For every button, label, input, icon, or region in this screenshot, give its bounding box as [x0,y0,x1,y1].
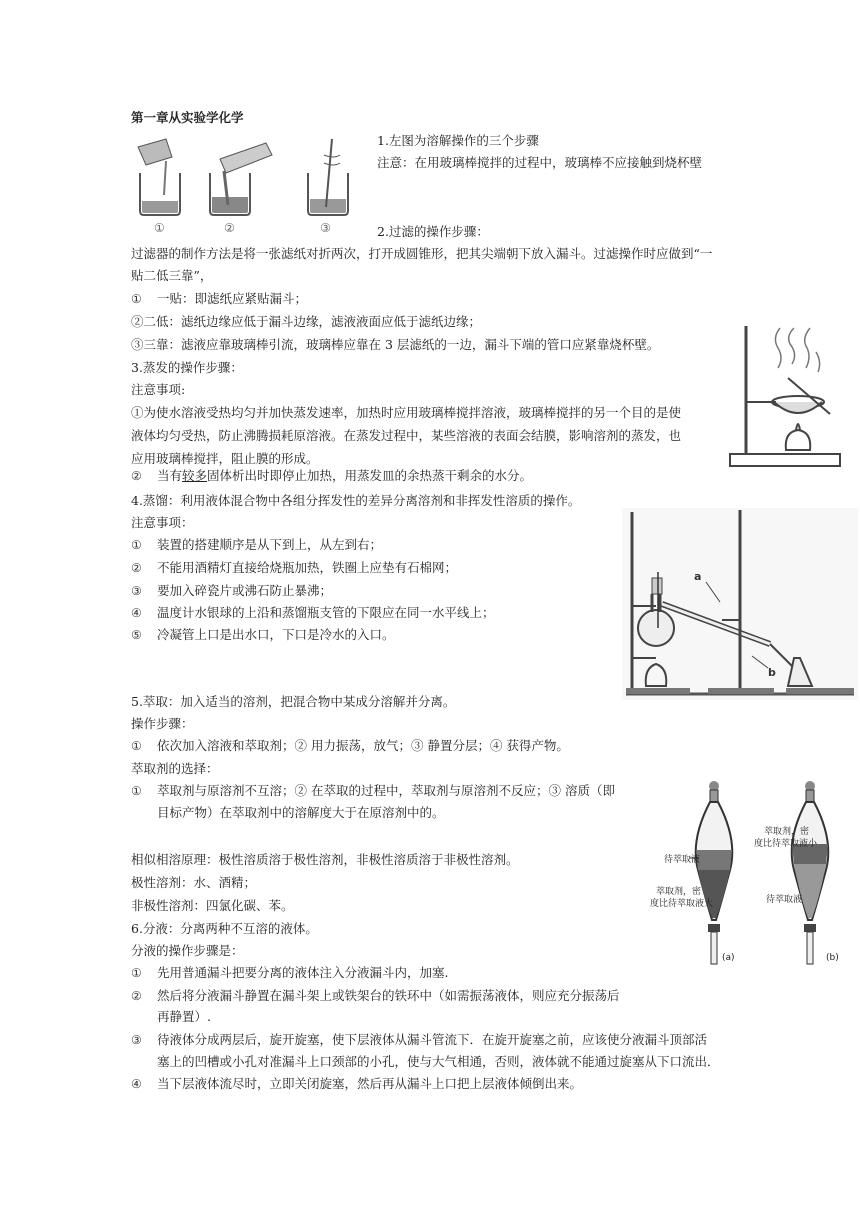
extract-steps-number: ① [131,739,142,753]
right-funnel-top-label2: 度比待萃取液小 [754,839,818,849]
distill-item4-number: ④ [131,606,142,620]
separate-steps-label: 分液的操作步骤是： [131,943,244,958]
step-label-2: ② [224,221,235,235]
filter-item1-number: ① [131,292,142,306]
evaporate-item2-pre: 当有 [157,468,183,483]
left-funnel-caption: (a) [722,953,735,963]
distill-item1: 装置的搭建顺序是从下到上，从左到右； [157,537,383,552]
right-funnel-caption: (b) [826,953,839,963]
filter-item3: ③三靠：滤液应靠玻璃棒引流，玻璃棒应靠在 3 层滤纸的一边，漏斗下端的管口应紧靠烧杯壁。 [131,337,660,352]
evaporate-item2 [157,468,532,484]
distillation-figure [622,508,858,700]
dissolve-note: 注意：在用玻璃棒搅拌的过程中，玻璃棒不应接触到烧杯壁 [377,155,703,170]
right-funnel-bottom-label: 待萃取液 [766,895,803,905]
evaporate-heading: 3.蒸发的操作步骤： [131,360,243,375]
evaporate-item2-number: ② [131,469,142,483]
separate-item1-number: ① [131,966,142,980]
extract-choice-number: ① [131,784,142,798]
similar-dissolve-principle: 相似相溶原理：极性溶质溶于极性溶剂，非极性溶质溶于非极性溶剂。 [131,852,519,867]
separate-item4-number: ④ [131,1077,142,1091]
left-funnel-bottom-label1: 萃取剂，密 [656,887,702,897]
distill-heading: 4.蒸馏：利用液体混合物中各组分挥发性的差异分离溶剂和非挥发性溶质的操作。 [131,493,581,508]
separate-item3-number: ③ [131,1033,142,1047]
separate-item4-line1: 当下层液体流尽时，立即关闭旋塞，然后再从漏斗上口把上层液体倾倒出来。 [157,1076,583,1091]
filter-item1: 一贴：即滤纸应紧贴漏斗； [157,291,308,306]
evaporation-figure [726,318,846,473]
extract-choice-line1: 萃取剂与原溶剂不互溶；② 在萃取的过程中，萃取剂与原溶剂不反应；③ 溶质（即 [157,783,615,798]
evaporate-item2-post: 固体析出时即停止加热，用蒸发皿的余热蒸干剩余的水分。 [207,468,533,483]
separatory-funnel-figure [650,780,850,970]
polar-solvents: 极性溶剂：水、酒精； [131,875,257,890]
distill-item4: 温度计水银球的上沿和蒸馏瓶支管的下限应在同一水平线上； [157,605,495,620]
filter-intro-line2: 贴二低三靠”， [131,268,213,283]
extract-steps-label: 操作步骤： [131,716,194,731]
distill-label-a: a [694,570,702,583]
distill-item5: 冷凝管上口是出水口，下口是冷水的入口。 [157,627,395,642]
distill-item2: 不能用酒精灯直接给烧瓶加热，铁圈上应垫有石棉网； [157,560,458,575]
filter-heading: 2.过滤的操作步骤： [377,224,489,239]
page-title: 第一章从实验学化学 [131,110,244,125]
distill-label-b: b [768,666,776,679]
evaporate-para-line3: 应用玻璃棒搅拌，阻止膜的形成。 [131,451,319,466]
left-funnel-bottom-label2: 度比待萃取液大 [650,899,714,909]
extract-steps: 依次加入溶液和萃取剂；② 用力振荡，放气；③ 静置分层；④ 获得产物。 [157,738,569,753]
extract-choice-label: 萃取剂的选择： [131,761,219,776]
distill-item3: 要加入碎瓷片或沸石防止暴沸； [157,583,333,598]
dissolve-heading: 1.左图为溶解操作的三个步骤 [377,133,539,148]
left-funnel-top-label: 待萃取液 [664,855,701,865]
extract-heading: 5.萃取：加入适当的溶剂，把混合物中某成分溶解并分离。 [131,694,456,709]
distill-item3-number: ③ [131,584,142,598]
step-label-3: ③ [320,221,331,235]
distill-item5-number: ⑤ [131,628,142,642]
filter-intro-line1: 过滤器的制作方法是将一张滤纸对折两次，打开成圆锥形，把其尖端朝下放入漏斗。过滤操作时应做到“一 [131,246,713,261]
evaporate-para-line1: ①为使水溶液受热均匀并加快蒸发速率，加热时应用玻璃棒搅拌溶液，玻璃棒搅拌的另一个目的是使 [131,405,682,420]
distill-item2-number: ② [131,561,142,575]
evaporate-item2-underlined: 较多 [182,468,208,483]
distill-notes-label: 注意事项： [131,515,194,530]
step-label-1: ① [154,221,165,235]
separate-item2-line1: 然后将分液漏斗静置在漏斗架上或铁架台的铁环中（如需振荡液体，则应充分振荡后 [157,988,620,1003]
separate-item2-number: ② [131,989,142,1003]
separate-item3-line1: 待液体分成两层后，旋开旋塞，使下层液体从漏斗管流下．在旋开旋塞之前，应该使分液漏斗顶部活 [157,1032,708,1047]
nonpolar-solvents: 非极性溶剂：四氯化碳、苯。 [131,898,294,913]
separate-item3-line2: 塞上的凹槽或小孔对准漏斗上口颈部的小孔，使与大气相通，否则，液体就不能通过旋塞从下口流出． [157,1054,720,1069]
extract-choice-line2: 目标产物）在萃取剂中的溶解度大于在原溶剂中的。 [157,805,445,820]
filter-item2: ②二低：滤纸边缘应低于漏斗边缘，滤液液面应低于滤纸边缘； [131,314,482,329]
separate-item1-line1: 先用普通漏斗把要分离的液体注入分液漏斗内，加塞. [157,965,449,980]
evaporate-para-line2: 液体均匀受热，防止沸腾损耗原溶液。在蒸发过程中，某些溶液的表面会结膜，影响溶剂的蒸发，也 [131,428,682,443]
right-funnel-top-label1: 萃取剂，密 [764,827,810,837]
distill-item1-number: ① [131,538,142,552]
separate-heading: 6.分液：分离两种不互溶的液体。 [131,921,318,936]
separate-item2-line2: 再静置）. [157,1009,211,1024]
evaporate-notes-label: 注意事项: [131,382,186,397]
dissolve-figure [128,135,358,235]
